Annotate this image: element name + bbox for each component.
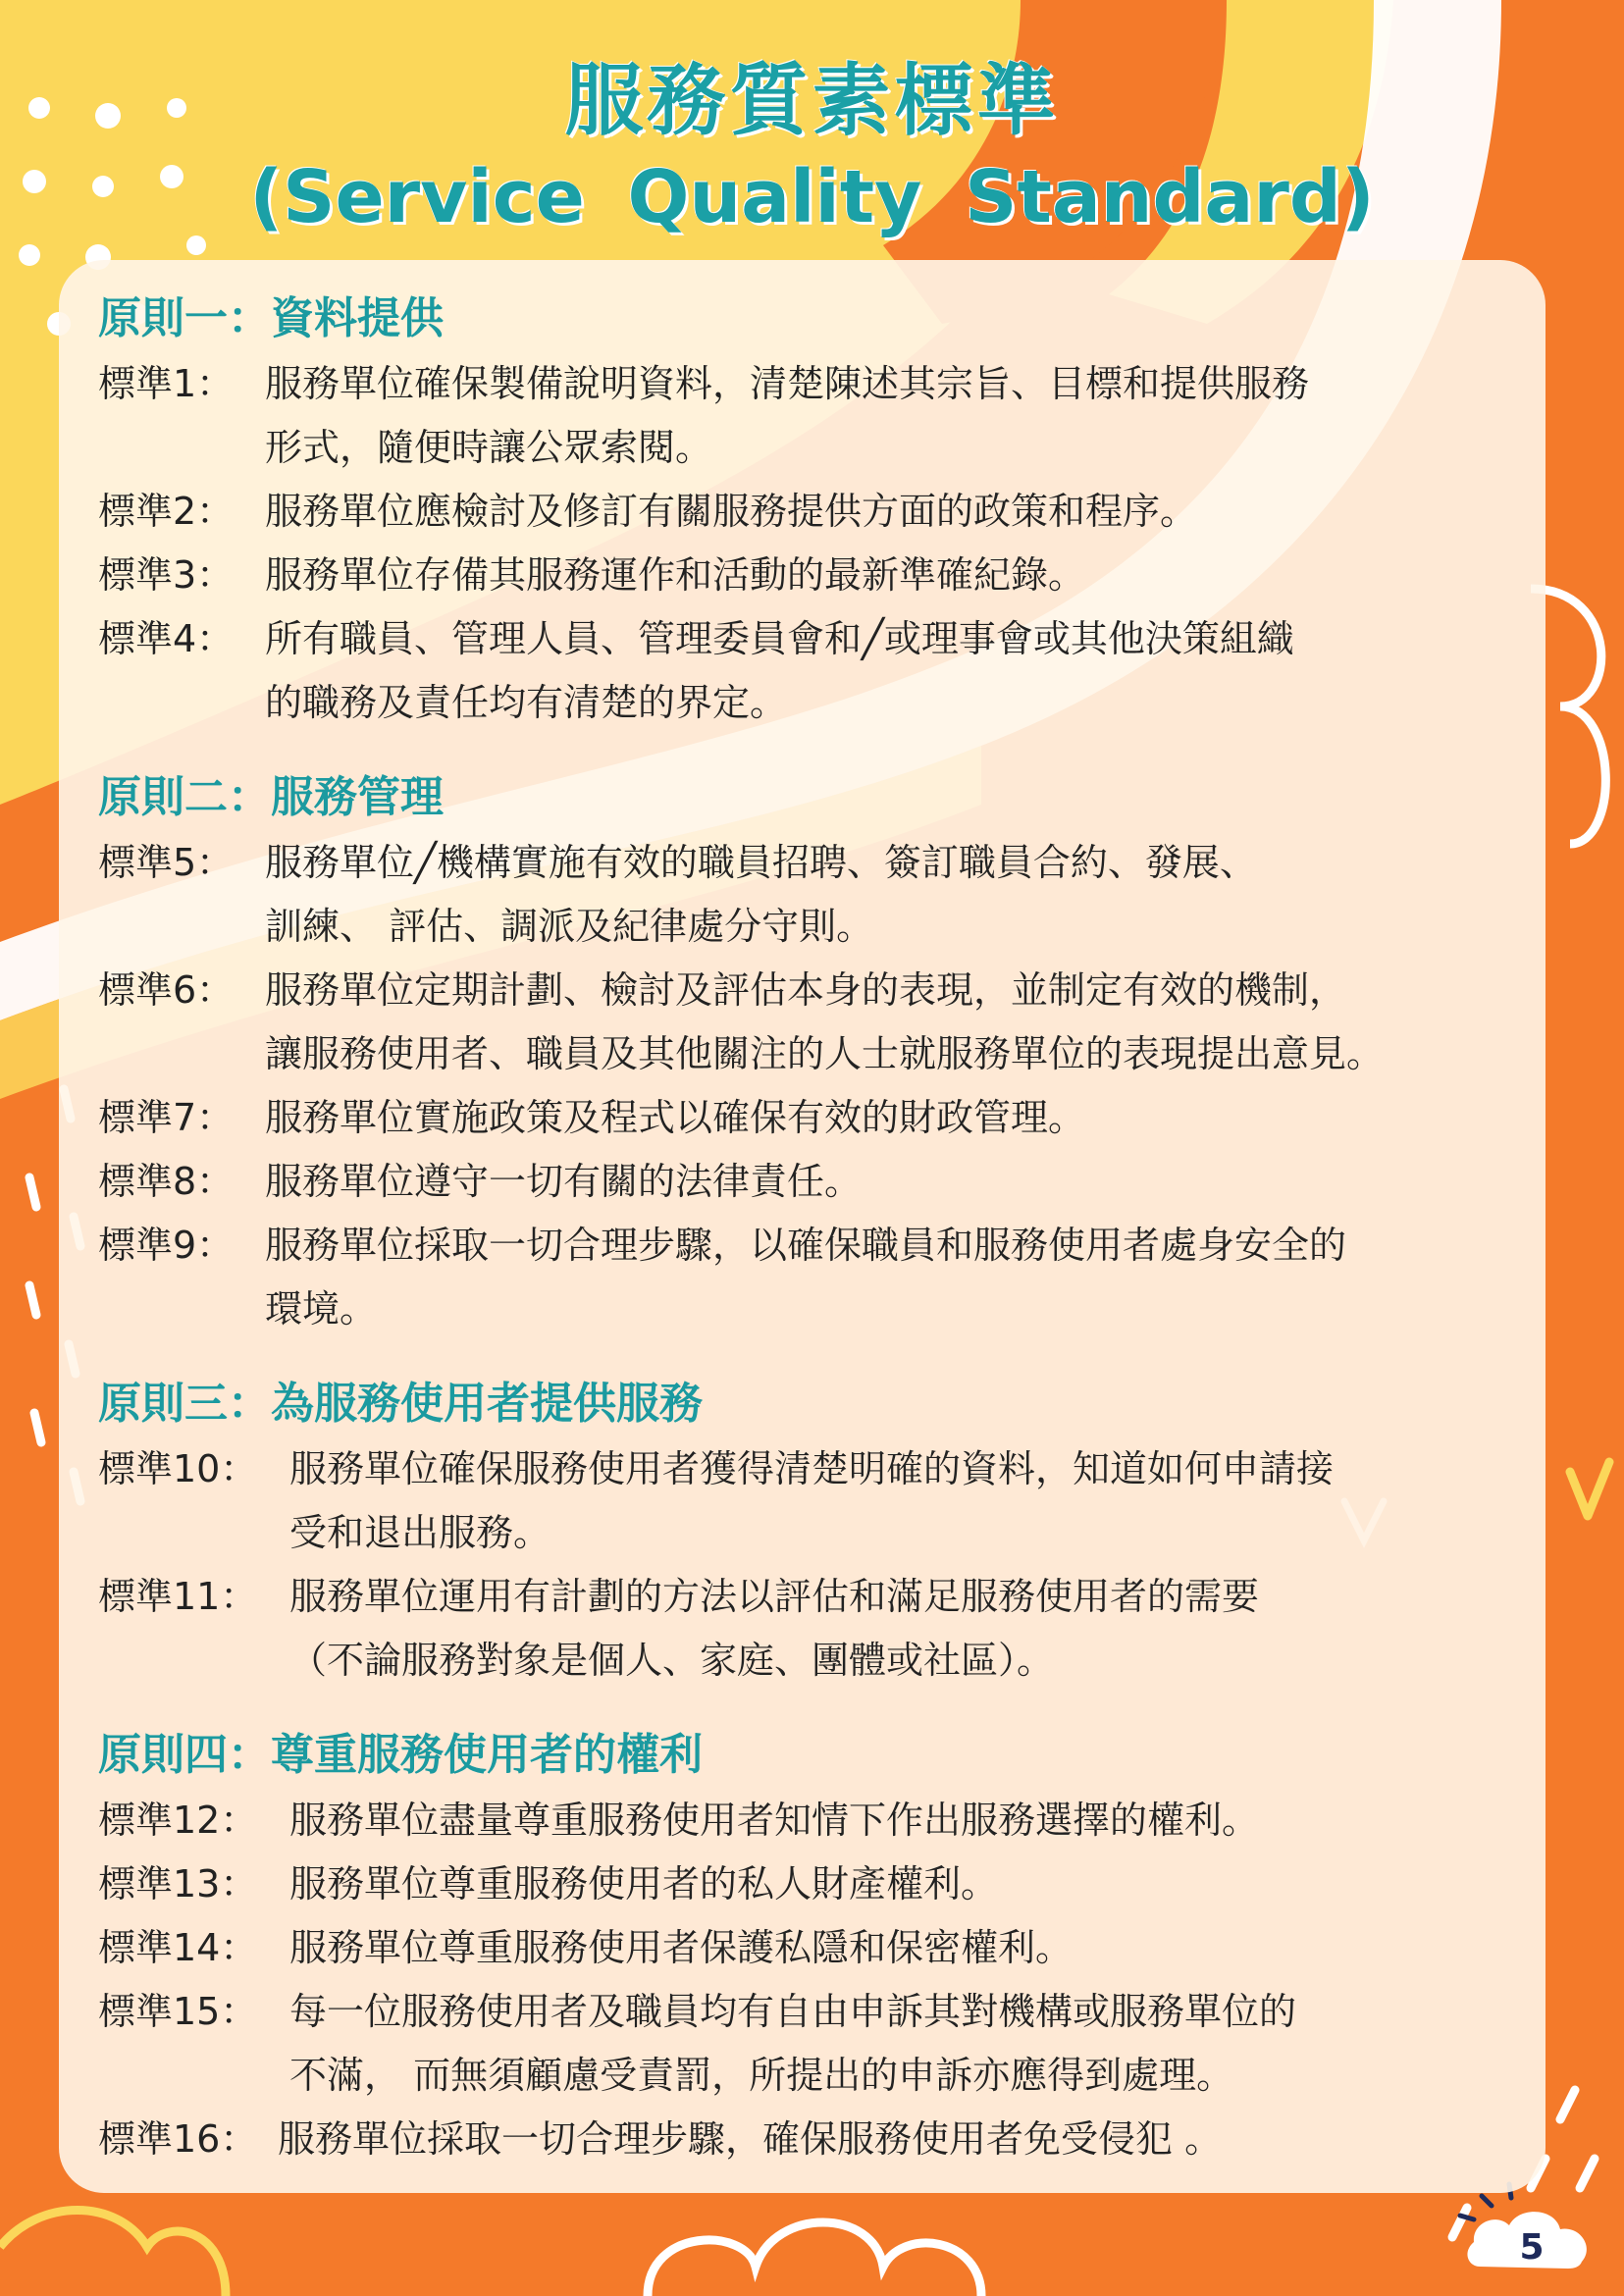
standard-line: 服務單位╱機構實施有效的職員招聘、簽訂職員合約、發展、 [265, 841, 1257, 884]
standard-line: 服務單位盡量尊重服務使用者知情下作出服務選擇的權利。 [289, 1799, 1260, 1842]
standard-item [98, 480, 1526, 544]
page-subtitle: (Service Quality Standard) [249, 155, 1375, 239]
standard-item [98, 1789, 1526, 1852]
standard-label: 標準1： [98, 362, 235, 405]
principle-section-1 [98, 289, 1526, 735]
standard-label: 標準2： [98, 490, 235, 533]
standard-line: 的職務及責任均有清楚的界定。 [265, 681, 788, 724]
standard-label: 標準11： [98, 1575, 258, 1618]
standard-text [289, 1565, 1526, 1693]
standard-label: 標準4： [98, 617, 235, 660]
standard-label: 標準14： [98, 1926, 258, 1969]
standard-item [98, 1980, 1526, 2108]
standard-text [265, 1214, 1526, 1341]
standard-text [265, 352, 1526, 480]
standard-text [265, 959, 1526, 1086]
standard-item [98, 2108, 1526, 2171]
principle-section-2 [98, 768, 1526, 1341]
standard-text [289, 1980, 1526, 2108]
standard-line: 服務單位尊重服務使用者保護私隱和保密權利。 [289, 1926, 1074, 1969]
standard-line: 服務單位確保服務使用者獲得清楚明確的資料，知道如何申請接 [289, 1447, 1335, 1490]
standard-label: 標準5： [98, 841, 235, 884]
standard-line: 服務單位存備其服務運作和活動的最新準確紀錄。 [265, 553, 1086, 597]
standard-item [98, 959, 1526, 1086]
standard-text [265, 831, 1526, 959]
standard-label: 標準12： [98, 1799, 258, 1842]
standard-line: 讓服務使用者、職員及其他關注的人士就服務單位的表現提出意見。 [265, 1032, 1385, 1075]
standard-label: 標準7： [98, 1096, 235, 1139]
standard-line: 服務單位尊重服務使用者的私人財產權利。 [289, 1862, 999, 1905]
standard-text [289, 1916, 1526, 1980]
standard-text [278, 2108, 1526, 2171]
standard-item [98, 1852, 1526, 1916]
standard-text [265, 480, 1526, 544]
standard-line: 服務單位實施政策及程式以確保有效的財政管理。 [265, 1096, 1086, 1139]
content-card [59, 260, 1545, 2193]
standard-text [289, 1437, 1526, 1565]
standard-text [265, 544, 1526, 607]
standard-item [98, 352, 1526, 480]
standard-label: 標準10： [98, 1447, 258, 1490]
standard-line: 服務單位確保製備說明資料，清楚陳述其宗旨、目標和提供服務 [265, 362, 1310, 405]
standard-line: 服務單位採取一切合理步驟，以確保職員和服務使用者處身安全的 [265, 1224, 1347, 1267]
standard-label: 標準8： [98, 1160, 235, 1203]
standard-line: 所有職員、管理人員、管理委員會和╱或理事會或其他決策組織 [265, 617, 1294, 660]
principle-heading: 原則一：資料提供 [98, 293, 444, 343]
page-title: 服務質素標準 [564, 55, 1060, 146]
standard-item [98, 1916, 1526, 1980]
standard-label: 標準13： [98, 1862, 258, 1905]
standard-text [265, 1150, 1526, 1214]
standard-label: 標準16： [98, 2117, 258, 2161]
principle-heading: 原則三：為服務使用者提供服務 [98, 1379, 703, 1429]
standard-label: 標準3： [98, 553, 235, 597]
standard-line: 每一位服務使用者及職員均有自由申訴其對機構或服務單位的 [289, 1990, 1297, 2033]
principle-heading: 原則二：服務管理 [98, 772, 444, 822]
standard-label: 標準6： [98, 968, 235, 1012]
standard-text [265, 1086, 1526, 1150]
standard-line: （不論服務對象是個人、家庭、團體或社區）。 [289, 1639, 1055, 1682]
standard-label: 標準15： [98, 1990, 258, 2033]
standard-line: 服務單位遵守一切有關的法律責任。 [265, 1160, 863, 1203]
standard-label: 標準9： [98, 1224, 235, 1267]
standard-line: 環境。 [265, 1287, 378, 1331]
standard-line: 受和退出服務。 [289, 1511, 551, 1554]
standard-line: 不滿， 而無須顧慮受責罰，所提出的申訴亦應得到處理。 [289, 2054, 1234, 2097]
standard-text [265, 607, 1526, 735]
standard-line: 服務單位採取一切合理步驟，確保服務使用者免受侵犯 。 [278, 2117, 1223, 2161]
standard-item [98, 544, 1526, 607]
standard-line: 形式，隨便時讓公眾索閱。 [265, 426, 713, 469]
standard-item [98, 1150, 1526, 1214]
standard-item [98, 1437, 1526, 1565]
standard-item [98, 1086, 1526, 1150]
standard-item [98, 1565, 1526, 1693]
principle-section-3 [98, 1375, 1526, 1693]
standard-line: 服務單位運用有計劃的方法以評估和滿足服務使用者的需要 [289, 1575, 1260, 1618]
principle-section-4 [98, 1726, 1526, 2171]
standard-line: 服務單位應檢討及修訂有關服務提供方面的政策和程序。 [265, 490, 1198, 533]
standard-text [289, 1852, 1526, 1916]
principle-heading: 原則四：尊重服務使用者的權利 [98, 1730, 703, 1780]
standard-item [98, 1214, 1526, 1341]
standards-list [98, 289, 1526, 2205]
standard-line: 服務單位定期計劃、檢討及評估本身的表現，並制定有效的機制， [265, 968, 1347, 1012]
page-number: 5 [1519, 2227, 1545, 2268]
standard-item [98, 831, 1526, 959]
standard-item [98, 607, 1526, 735]
standard-text [289, 1789, 1526, 1852]
standard-line: 訓練、 評估、調派及紀律處分守則。 [265, 905, 874, 948]
